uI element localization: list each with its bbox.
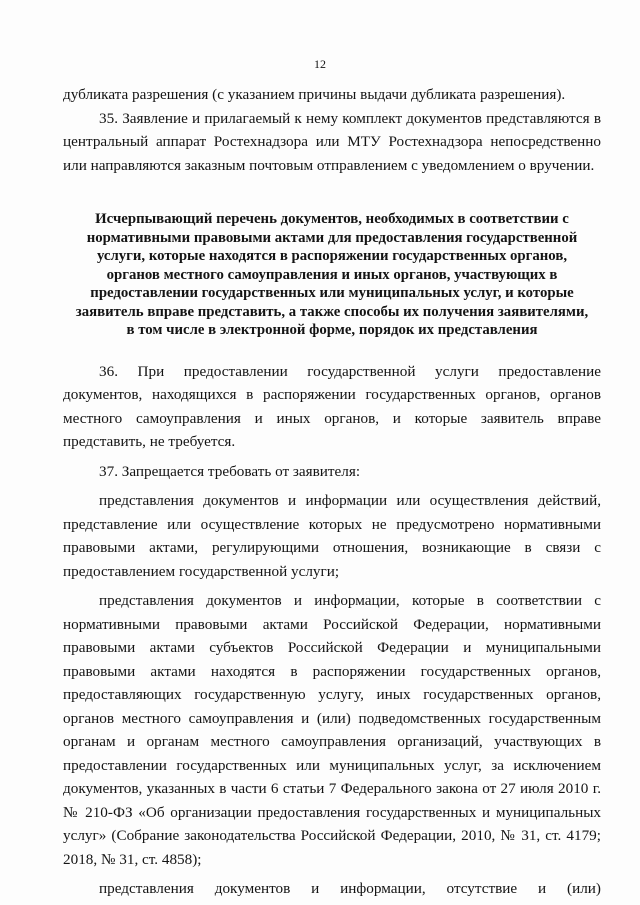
paragraph-37-item-1: представления документов и информации или осуществления действий, представление или осуществление которых не предусмотрено нормативными правовыми актами, регулирующими отношения, возникающие в связи с предоставлением государственной услуги; bbox=[63, 492, 601, 580]
section-heading: Исчерпывающий перечень документов, необходимых в соответствии с нормативными правовыми актами для предоставления государственной услуги, которые находятся в распоряжении государственных органов, органов местного самоуправления и иных органов, участвующих в предоставлении государственных или муниципальных услуг, и которые заявитель вправе представить, а также способы их получения заявителями, в том числе в электронной форме, порядок их представления bbox=[75, 211, 589, 338]
paragraph-37-item-3: представления документов и информации, отсутствие и (или) bbox=[99, 880, 601, 897]
document-body bbox=[63, 83, 601, 901]
paragraph-35: 35. Заявление и прилагаемый к нему комплект документов представляются в центральный аппарат Ростехнадзора или МТУ Ростехнадзора непосредственно или направляются заказным почтовым отправлением с уведомлением о вручении. bbox=[63, 109, 601, 174]
paragraph-37-item-2: представления документов и информации, которые в соответствии с нормативными правовыми актами Российской Федерации, нормативными правовыми актами субъектов Российской Федерации и муниципальными правовыми актами находятся в распоряжении государственных органов, предоставляющих государственную услугу, иных государственных органов, органов местного самоуправления и (или) подведомственных государственным органам и органам местного самоуправления организаций, участвующих в предоставлении государственных или муниципальных услуг, за исключением документов, указанных в части 6 статьи 7 Федерального закона от 27 июля 2010 г. № 210-ФЗ «Об организации предоставления государственных и муниципальных услуг» (Собрание законодательства Российской Федерации, 2010, № 31, ст. 4179; 2018, № 31, ст. 4858); bbox=[63, 592, 601, 868]
page-number: 12 bbox=[314, 57, 326, 71]
paragraph-36: 36. При предоставлении государственной услуги предоставление документов, находящихся в распоряжении государственных органов, органов местного самоуправления и иных органов, и которые заявитель вправе представить, не требуется. bbox=[63, 362, 601, 450]
continuation-paragraph: дубликата разрешения (с указанием причины выдачи дубликата разрешения). bbox=[63, 86, 566, 103]
paragraph-37: 37. Запрещается требовать от заявителя: bbox=[99, 462, 361, 480]
